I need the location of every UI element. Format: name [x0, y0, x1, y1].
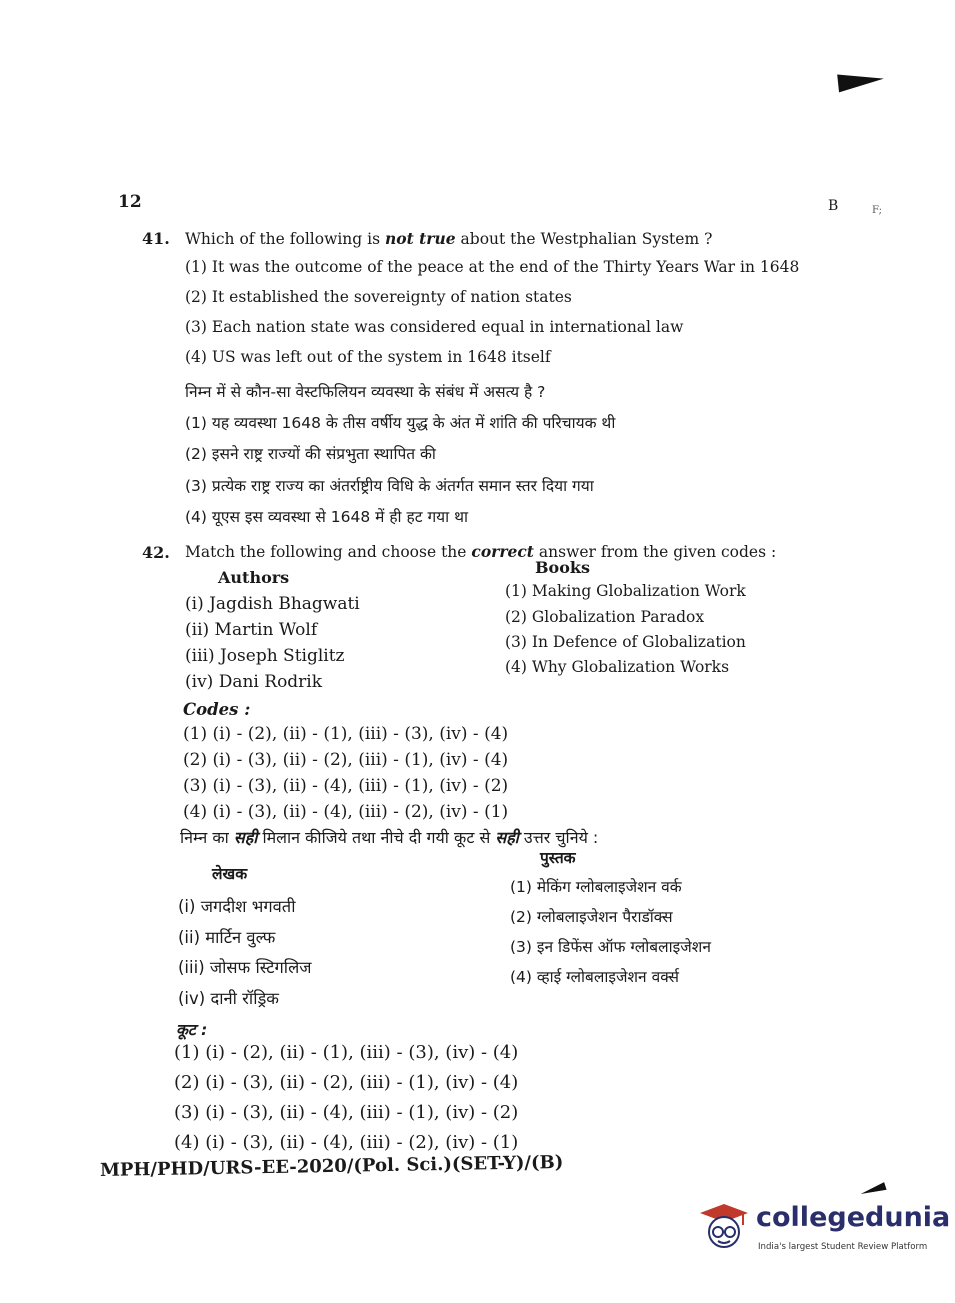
author-item: (iv) Dani Rodrik	[185, 672, 323, 692]
hindi-option: (4) यूएस इस व्यवस्था से 1648 में ही हट गया था	[185, 508, 469, 526]
question-number: 42.	[142, 543, 170, 562]
books-heading: Books	[535, 558, 590, 577]
codes-heading: Codes :	[183, 700, 251, 719]
option: (3) Each nation state was considered equal in international law	[185, 318, 684, 336]
option: (1) It was the outcome of the peace at the end of the Thirty Years War in 1648	[185, 258, 800, 276]
option: (4) US was left out of the system in 1648 itself	[185, 348, 551, 366]
code-option: (2) (i) - (3), (ii) - (2), (iii) - (1), (iv) - (4)	[183, 750, 509, 770]
scan-corner-mark	[837, 70, 885, 93]
hindi-author-item: (ii) मार्टिन वुल्फ	[178, 928, 276, 947]
set-mark: B	[828, 198, 839, 214]
hindi-code-option: (1) (i) - (2), (ii) - (1), (iii) - (3), (iv) - (4)	[174, 1042, 519, 1063]
hindi-authors-heading: लेखक	[212, 865, 248, 883]
hindi-option: (2) इसने राष्ट्र राज्यों की संप्रभुता स्थापित की	[185, 445, 436, 463]
hindi-books-heading: पुस्तक	[540, 849, 576, 867]
set-mark-faint: F;	[872, 205, 882, 216]
question-stem: Which of the following is not true about the Westphalian System ?	[185, 229, 713, 248]
collegedunia-logo	[698, 1198, 951, 1262]
hindi-author-item: (iii) जोसफ स्टिगलिज	[178, 958, 312, 977]
code-option: (3) (i) - (3), (ii) - (4), (iii) - (1), (iv) - (2)	[183, 776, 509, 796]
book-item: (2) Globalization Paradox	[505, 608, 705, 626]
option: (2) It established the sovereignty of nation states	[185, 288, 572, 306]
hindi-author-item: (iv) दानी रॉड्रिक	[178, 989, 279, 1008]
hindi-code-option: (2) (i) - (3), (ii) - (2), (iii) - (1), (iv) - (4)	[174, 1072, 519, 1093]
hindi-question-stem: निम्न का सही मिलान कीजिये तथा नीचे दी गयी कूट से सही उत्तर चुनिये :	[180, 828, 599, 847]
hindi-question-stem: निम्न में से कौन-सा वेस्टफिलियन व्यवस्था के संबंध में असत्य है ?	[185, 383, 546, 401]
page-number: 12	[118, 192, 142, 212]
hindi-code-option: (3) (i) - (3), (ii) - (4), (iii) - (1), (iv) - (2)	[174, 1102, 519, 1123]
hindi-book-item: (3) इन डिफेंस ऑफ ग्लोबलाइजेशन	[510, 938, 711, 956]
question-stem: Match the following and choose the correct answer from the given codes :	[185, 542, 777, 561]
hindi-author-item: (i) जगदीश भगवती	[178, 897, 296, 916]
hindi-option: (3) प्रत्येक राष्ट्र राज्य का अंतर्राष्ट्रीय विधि के अंतर्गत समान स्तर दिया गया	[185, 477, 594, 495]
brand-name: collegedunia	[756, 1202, 951, 1233]
mascot-graduate-icon	[698, 1200, 750, 1252]
brand-tagline: India's largest Student Review Platform	[758, 1242, 928, 1252]
question-number: 41.	[142, 229, 170, 248]
hindi-code-option: (4) (i) - (3), (ii) - (4), (iii) - (2), (iv) - (1)	[174, 1132, 519, 1153]
author-item: (i) Jagdish Bhagwati	[185, 594, 360, 614]
author-item: (ii) Martin Wolf	[185, 620, 318, 640]
book-item: (4) Why Globalization Works	[505, 658, 730, 676]
book-item: (3) In Defence of Globalization	[505, 633, 746, 651]
hindi-book-item: (4) व्हाई ग्लोबलाइजेशन वर्क्स	[510, 968, 680, 986]
emphasis: correct	[471, 542, 534, 561]
hindi-book-item: (2) ग्लोबलाइजेशन पैराडॉक्स	[510, 908, 673, 926]
emphasis: not true	[384, 229, 456, 248]
hindi-codes-heading: कूट :	[176, 1021, 208, 1039]
author-item: (iii) Joseph Stiglitz	[185, 646, 345, 666]
book-item: (1) Making Globalization Work	[505, 582, 746, 600]
hindi-book-item: (1) मेकिंग ग्लोबलाइजेशन वर्क	[510, 878, 682, 896]
scan-corner-mark	[859, 1182, 886, 1198]
hindi-option: (1) यह व्यवस्था 1648 के तीस वर्षीय युद्ध के अंत में शांति की परिचायक थी	[185, 414, 616, 432]
authors-heading: Authors	[218, 568, 290, 587]
code-option: (4) (i) - (3), (ii) - (4), (iii) - (2), (iv) - (1)	[183, 802, 509, 822]
code-option: (1) (i) - (2), (ii) - (1), (iii) - (3), (iv) - (4)	[183, 724, 509, 744]
paper-code-footer: MPH/PHD/URS-EE-2020/(Pol. Sci.)(SET-Y)/(B)	[99, 1151, 564, 1181]
